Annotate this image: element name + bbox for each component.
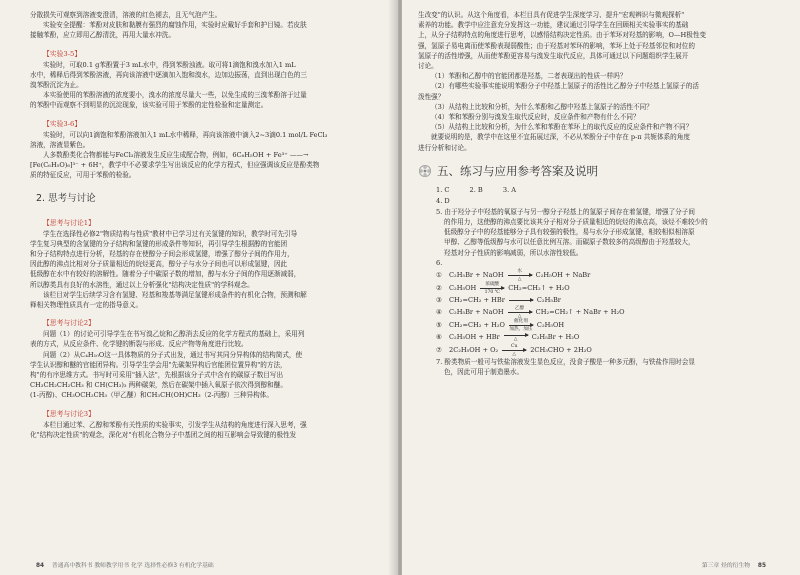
chemical-equation bbox=[436, 282, 772, 295]
arrow-icon bbox=[509, 325, 533, 326]
text-line: 构"的有序思维方式。书写时可采用"插入法"，先根据该分子式中含有的碳原子数目写出 bbox=[30, 371, 284, 380]
arrow-icon bbox=[509, 300, 533, 301]
text-line: 所以醇类具有良好的水溶性，通过以上分析强化"结构决定性质"的学科观念。 bbox=[30, 280, 254, 289]
equation-number: ⑥ bbox=[436, 333, 442, 342]
left-footer bbox=[30, 560, 214, 569]
section-5-title-text: 五、练习与应用参考答案及说明 bbox=[437, 163, 598, 178]
reaction-arrow bbox=[509, 319, 533, 332]
left-footer-text: 普通高中教科书 教师教学用书 化学 选择性必修3 有机化学基础 bbox=[51, 563, 214, 569]
text-line: 水中，稀释后得到苯酚溶液，再向该溶液中逐滴加入饱和溴水，边加边振荡，直到出现白色的三 bbox=[30, 70, 307, 79]
arrow-icon bbox=[480, 288, 504, 289]
experiment-3-6-tag: 【实验3-6】 bbox=[43, 119, 82, 128]
text-line: 质的特征反应，可用于苯酚的检验。 bbox=[30, 171, 136, 180]
think-discuss-2-tag: 【思考与讨论2】 bbox=[43, 319, 95, 328]
text-line: （2）有哪些实验事实能说明苯酚分子中羟基上氢原子的活性比乙醇分子中羟基上氢原子的活 bbox=[431, 82, 699, 91]
equation-reactants: C₂H₅OH + HBr bbox=[449, 333, 500, 342]
chemical-equation bbox=[436, 332, 772, 344]
answer-4: 4. D bbox=[436, 196, 450, 205]
text-line: 就要说明的是，教学中在这里不宜拓展过深，不必从苯酚分子中存在 p-π 共轭体系的角度 bbox=[431, 133, 690, 142]
chemical-equation bbox=[436, 269, 772, 282]
text-line: 氢原子的活性增强，从而使苯酚更容易与溴发生取代反应，具体可通过以下问题组织学生展开 bbox=[418, 51, 689, 60]
left-top-paragraphs bbox=[30, 10, 384, 41]
condition-top: 催化剂 bbox=[514, 319, 528, 325]
left-page-number: 84 bbox=[36, 563, 45, 569]
answer-line: 甲醇、乙醇等低级醇与水可以任意比例互溶。而碳原子数较多的高级醇由于羟基较大， bbox=[444, 238, 695, 247]
text-line: 低级醇在水中有较好的溶解性。随着分子中碳原子数的增加，醇与水分子间的作用逐渐减弱， bbox=[30, 270, 301, 279]
condition-bottom: 170 ℃ bbox=[484, 289, 500, 295]
text-line: （3）从结构上比较和分析，为什么苯酚和乙醇中羟基上氢原子的活性不同？ bbox=[431, 102, 653, 111]
equation-reactants: C₂H₅Br + NaOH bbox=[449, 270, 504, 279]
text-line: 接触苯酚，应立即用乙醇清洗，再用大量水冲洗。 bbox=[30, 31, 176, 40]
text-line: 表的方式，从反应条件、化学键的断裂与形成、反应产物等角度进行比较。 bbox=[30, 340, 248, 349]
text-line: 释相关物理性质具有一定的指导意义。 bbox=[30, 301, 143, 310]
text-line: 强，氢原子易电离而使苯酚表现弱酸性；由于羟基对苯环的影响，苯环上处于羟基邻位和对位的 bbox=[418, 41, 695, 50]
answer-3: 3. A bbox=[502, 185, 517, 194]
equation-number: ① bbox=[436, 270, 442, 279]
text-line: 实验安全提醒：苯酚对皮肤和黏膜有强烈的腐蚀作用，实验时应戴好手套和护目镜。若皮肤 bbox=[43, 21, 307, 30]
text-line: 进行分析和讨论。 bbox=[418, 143, 471, 152]
text-line: 溶液，溶液显紫色。 bbox=[30, 140, 90, 149]
section-2-title: 2. 思考与讨论 bbox=[36, 192, 96, 204]
equation-products: C₂H₅Br bbox=[536, 295, 561, 304]
text-line: 分散损失可观察到溶液变澄清，溶液的红色褪去，且无气泡产生。 bbox=[30, 11, 222, 19]
equation-number: ⑦ bbox=[436, 345, 442, 354]
condition-top: 水 bbox=[517, 268, 522, 274]
chemical-equation bbox=[436, 306, 772, 319]
equation-products: CH₂=CH₂↑ + H₂O bbox=[508, 283, 570, 292]
arrow-icon bbox=[508, 275, 532, 276]
right-footer bbox=[702, 560, 772, 569]
equation-number: ③ bbox=[436, 295, 442, 304]
equation-number: ⑤ bbox=[436, 321, 442, 330]
answer-line: 7. 酚类物质一般可与铁盐溶液发生显色反应，没食子酸是一种多元酚，与铁盐作用时会显 bbox=[436, 357, 695, 366]
equation-reactants: C₂H₅OH bbox=[449, 283, 477, 292]
answer-7-text bbox=[418, 357, 772, 377]
equation-reactants: 2C₂H₅OH + O₂ bbox=[449, 345, 499, 354]
equation-products: C₂H₅OH + NaBr bbox=[535, 270, 591, 279]
text-line: 实验时，可以向1滴饱和苯酚溶液加入1 mL水中稀释，再向该溶液中滴入2~3滴0.1 mol/L FeCl₃ bbox=[43, 130, 328, 139]
text-line: 学生复习典型的含氢键的分子结构和氢键的形成条件等知识，再引导学生根据醇的官能团 bbox=[30, 239, 288, 248]
think-discuss-1-tag: 【思考与讨论1】 bbox=[43, 218, 95, 227]
answer-line: 5. 由于羟分子中羟基的氧原子与另一醇分子羟基上的氢原子间存在着氢键，增强了分子间 bbox=[436, 207, 695, 216]
text-line: 生改变"的认识。从这个角度看，本栏目具有促进学生深度学习、提升"宏观辨识与微观探析" bbox=[418, 11, 685, 19]
condition-bottom: △ bbox=[512, 351, 516, 357]
equation-number: ④ bbox=[436, 308, 442, 317]
text-line: 本实验使用的苯酚溶液的浓度要小，溴水的浓度尽量大一些，以免生成的三溴苯酚溶于过量 bbox=[43, 91, 307, 100]
text-line: （5）从结构上比较和分析，为什么苯和苯酚在苯环上的取代反应的反应条件和产物不同？ bbox=[431, 123, 693, 132]
text-line: 该栏目对学生后续学习含有氢键、羟基和羧基等满足氢键形成条件的有机化合物，预测和解 bbox=[43, 290, 307, 299]
reaction-arrow bbox=[508, 306, 532, 319]
text-line: (1-丙醇)、CH₃OCH₂CH₃（甲乙醚）和CH₃CH(OH)CH₃（2-丙醇）三种异构体。 bbox=[30, 391, 273, 400]
think-discuss-1-text bbox=[30, 229, 384, 311]
reaction-arrow bbox=[502, 344, 526, 357]
text-line: 人多数酚类化合物都能与FeCl₃溶液发生反应生成配合物，例如，6C₆H₅OH + Fe³⁺ ——→ bbox=[43, 151, 309, 160]
answer-1: 1. C bbox=[436, 185, 450, 194]
arrow-icon bbox=[504, 335, 528, 336]
chemical-equation bbox=[436, 295, 772, 307]
text-line: 因此醇的沸点比相对分子质量相近的烷烃更高，醇分子与水分子间也可以形成氢键，因此 bbox=[30, 260, 288, 269]
arrow-icon bbox=[502, 350, 526, 351]
answer-line: 低级醇分子中的羟基能够分子具有较强的极性，易与水分子形成氢键，相较相似相溶原 bbox=[444, 228, 695, 237]
note-paragraph bbox=[418, 132, 772, 152]
condition-bottom: 加热、加压 bbox=[509, 327, 533, 333]
condition-bottom: △ bbox=[517, 276, 522, 282]
text-line: 问题（1）的讨论可引导学生在书写溴乙烷和乙醇消去反应的化学方程式的基础上，采用列 bbox=[43, 330, 305, 339]
equation-products: C₂H₅OH bbox=[536, 321, 565, 330]
reaction-arrow bbox=[508, 269, 532, 282]
condition-top: Cu bbox=[510, 343, 518, 349]
text-line: 问题（2）从C₄H₁₀O这一具体物质的分子式出发，通过书写其同分异构体的结构简式，使 bbox=[43, 350, 303, 359]
text-line: 溴苯酚沉淀为止。 bbox=[30, 81, 83, 90]
equation-number: ② bbox=[436, 283, 442, 292]
text-line: 学生认识醇和醚的官能团异构。引导学生学会用"先碳架异构后官能团位置异构"的方法， bbox=[30, 360, 287, 369]
text-line: 和分子结构特点进行分析，羟基的存在使醇分子间会形成氢键，增强了醇分子间的作用力， bbox=[30, 250, 294, 259]
text-line: 的苯酚中而观察不到明显的沉淀现象，该实验可用于苯酚的定性检验和定量测定。 bbox=[30, 101, 268, 110]
condition-bottom: △ bbox=[517, 314, 522, 320]
answer-line: 羟基对分子性质的影响减弱，所以水溶性较低。 bbox=[444, 248, 583, 257]
text-line: 化"结构决定性质"的观念，深化对"有机化合物分子中基团之间的相互影响会导致键的极性发 bbox=[30, 430, 297, 439]
think-discuss-2-text bbox=[30, 329, 384, 400]
equation-products: CH₂=CH₂↑ + NaBr + H₂O bbox=[535, 308, 625, 317]
reaction-arrow bbox=[480, 282, 504, 295]
think-discuss-3-text bbox=[30, 420, 384, 440]
discussion-questions bbox=[418, 71, 772, 132]
experiment-3-5-text bbox=[30, 60, 384, 111]
right-top-paragraphs bbox=[418, 10, 772, 71]
right-page bbox=[402, 0, 800, 575]
equation-reactants: CH₂=CH₂ + HBr bbox=[449, 295, 505, 304]
experiment-3-5-tag: 【实验3-5】 bbox=[43, 49, 82, 58]
text-line: 素养的功能。教学中应注意充分发挥这一功能，建议通过引导学生在回顾相关实验事实的基础 bbox=[418, 21, 689, 30]
text-line: 讨论。 bbox=[418, 62, 438, 71]
answer-5-text bbox=[418, 207, 772, 258]
condition-top: 浓硫酸 bbox=[485, 281, 500, 287]
text-line: 学生在选择性必修2"物质结构与性质"教材中已学习过有关氢键的知识，教学时可先引导 bbox=[43, 229, 298, 238]
chemical-equation bbox=[436, 344, 772, 357]
answer-line: 色，因此可用于制造墨水。 bbox=[444, 368, 524, 377]
text-line: 上，从分子结构特点的角度进行思考，以感悟结构决定性质。由于苯环对羟基的影响，O—H极性变 bbox=[418, 31, 707, 40]
equation-reactants: C₂H₅Br + NaOH bbox=[449, 308, 504, 317]
text-line: CH₃CH₂CH₂CH₃ 和 CH(CH₃)₃ 两种碳架，然后在碳架中插入氧原子依次得到醇和醚。 bbox=[30, 381, 287, 390]
think-discuss-3-tag: 【思考与讨论3】 bbox=[43, 409, 95, 418]
reaction-arrow bbox=[509, 299, 533, 302]
section-5-title bbox=[418, 163, 772, 179]
text-line: （1）苯酚和乙醇中的官能团都是羟基，二者表现出的性质一样吗？ bbox=[431, 72, 627, 81]
equation-products: C₂H₅Br + H₂O bbox=[531, 333, 580, 342]
text-line: 实验时，可取0.1 g苯酚置于3 mL水中，得到苯酚浊液。取可将1滴饱和溴水加入1 mL bbox=[43, 60, 296, 69]
equation-products: 2CH₃CHO + 2H₂O bbox=[530, 345, 592, 354]
equation-reactants: CH₂=CH₂ + H₂O bbox=[449, 321, 505, 330]
condition-top: 乙醇 bbox=[515, 306, 525, 312]
right-page-number: 85 bbox=[757, 563, 766, 569]
text-line: （4）苯和苯酚分别与溴发生取代反应时，反应条件和产物有什么不同？ bbox=[431, 113, 640, 122]
condition-bottom: △ bbox=[513, 337, 518, 343]
reaction-equations bbox=[418, 269, 772, 357]
experiment-3-6-text bbox=[30, 130, 384, 181]
answer-line: 的作用力，这使醇的沸点要比该其分子相对分子质量相近的烷烃的沸点高，该烃不难较少的 bbox=[444, 218, 708, 227]
arrow-icon bbox=[508, 312, 532, 313]
text-line: 本栏目通过苯、乙醇和苯酚有关性质的实验事实，引发学生从结构的角度进行深入思考，强 bbox=[43, 420, 307, 429]
reaction-arrow bbox=[504, 334, 528, 342]
answer-2: 2. B bbox=[469, 185, 483, 194]
right-footer-text: 第三章 烃的衍生物 bbox=[701, 563, 751, 569]
flower-icon bbox=[418, 164, 432, 178]
left-page bbox=[0, 0, 398, 575]
answers-multiple-choice bbox=[436, 185, 772, 196]
text-line: 泼性强？ bbox=[418, 92, 445, 101]
chemical-equation bbox=[436, 319, 772, 332]
answer-6-label: 6. bbox=[436, 258, 443, 267]
text-line: [Fe(C₆H₅O)₆]³⁻ + 6H⁺，教学中不必要求学生写出该反应的化学方程式，但应强调该反应是酚类物 bbox=[30, 161, 320, 170]
